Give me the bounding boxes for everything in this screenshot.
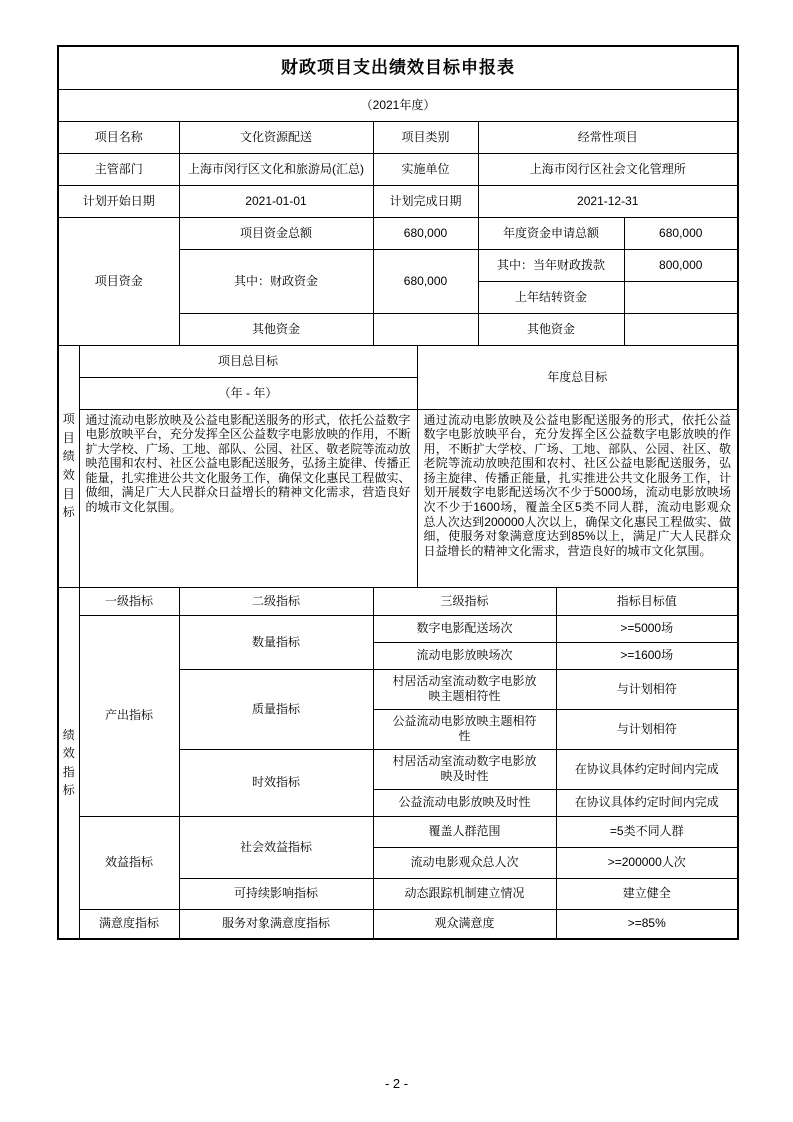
indicator-level2-cell: 服务对象满意度指标 (179, 909, 373, 939)
indicator-header-level2: 二级指标 (179, 587, 373, 615)
performance-target-form (57, 45, 739, 940)
indicator-target-cell: 与计划相符 (556, 669, 738, 709)
funds-total-value: 680,000 (373, 217, 478, 249)
end-date-value: 2021-12-31 (478, 185, 738, 217)
indicator-header-level1: 一级指标 (79, 587, 179, 615)
funds-alloc-value: 800,000 (624, 249, 738, 281)
unit-value: 上海市闵行区社会文化管理所 (478, 153, 738, 185)
goals-section-label (58, 345, 79, 587)
indicator-level3-cell: 公益流动电影放映主题相符性 (373, 709, 556, 749)
indicator-level3-cell: 公益流动电影放映及时性 (373, 789, 556, 816)
project-name-value: 文化资源配送 (179, 121, 373, 153)
indicator-row (58, 816, 738, 847)
indicator-level2-cell: 社会效益指标 (179, 816, 373, 878)
indicator-level2-cell: 时效指标 (179, 749, 373, 816)
indicator-level3-cell: 村居活动室流动数字电影放映及时性 (373, 749, 556, 789)
page-number: - 2 - (384, 1076, 409, 1091)
indicators-section-label (58, 587, 79, 939)
project-type-label: 项目类别 (373, 121, 478, 153)
indicator-target-cell: 在协议具体约定时间内完成 (556, 789, 738, 816)
indicator-level1-cell: 满意度指标 (79, 909, 179, 939)
total-goal-label: 项目总目标 (79, 345, 417, 377)
end-date-label: 计划完成日期 (373, 185, 478, 217)
indicator-target-cell: >=1600场 (556, 642, 738, 669)
indicator-row (58, 909, 738, 939)
indicator-level3-cell: 流动电影放映场次 (373, 642, 556, 669)
dept-value: 上海市闵行区文化和旅游局(汇总) (179, 153, 373, 185)
funds-other-left-value (373, 313, 478, 345)
indicator-level2-cell: 数量指标 (179, 615, 373, 669)
indicator-target-cell: >=200000人次 (556, 847, 738, 878)
indicator-level1-cell: 效益指标 (79, 816, 179, 909)
indicators-section-vertical-text: 绩效指标 (62, 727, 75, 798)
funds-total-label: 项目资金总额 (179, 217, 373, 249)
indicator-row (58, 615, 738, 642)
indicator-level2-cell: 质量指标 (179, 669, 373, 749)
goals-section-vertical-text: 项目绩效目标 (62, 412, 75, 520)
funds-other-left-label: 其他资金 (179, 313, 373, 345)
indicator-level3-cell: 观众满意度 (373, 909, 556, 939)
funds-annual-value: 680,000 (624, 217, 738, 249)
indicator-level3-cell: 覆盖人群范围 (373, 816, 556, 847)
indicator-level3-cell: 流动电影观众总人次 (373, 847, 556, 878)
start-date-value: 2021-01-01 (179, 185, 373, 217)
funds-carryover-label: 上年结转资金 (478, 281, 624, 313)
funds-carryover-value (624, 281, 738, 313)
indicator-target-cell: 与计划相符 (556, 709, 738, 749)
annual-goal-text: 通过流动电影放映及公益电影配送服务的形式，依托公益数字电影放映平台，充分发挥全区公益数字电影放映的作用，不断扩大学校、广场、工地、部队、公园、社区、敬老院等流动放映范围和农村、社区公益电影配送服务，弘扬主旋律、传播正能量，扎实推进公共文化服务工作，计划开展数字电影配送场次不少于5000场，流动电影放映场次不少于1600场，覆盖全区5类不同人群，流动电影观众总人次达到200000人次以上，确保文化惠民工程做实、做细，使服务对象满意度达到85%以上，满足广大人民群众日益增长的精神文化需求，营造良好的城市文化氛围。 (417, 409, 738, 587)
indicator-target-cell: >=5000场 (556, 615, 738, 642)
funds-fiscal-value: 680,000 (373, 249, 478, 313)
indicator-target-cell: =5类不同人群 (556, 816, 738, 847)
indicator-header-target: 指标目标值 (556, 587, 738, 615)
indicator-header-level3: 三级指标 (373, 587, 556, 615)
dept-label: 主管部门 (58, 153, 179, 185)
funds-section-label: 项目资金 (58, 217, 179, 345)
project-name-label: 项目名称 (58, 121, 179, 153)
annual-goal-label: 年度总目标 (417, 345, 738, 409)
unit-label: 实施单位 (373, 153, 478, 185)
funds-annual-label: 年度资金申请总额 (478, 217, 624, 249)
total-goal-text: 通过流动电影放映及公益电影配送服务的形式，依托公益数字电影放映平台，充分发挥全区公益数字电影放映的作用，不断扩大学校、广场、工地、部队、公园、社区、敬老院等流动放映范围和农村、社区公益电影配送服务，弘扬主旋律、传播正能量，扎实推进公共文化服务工作，确保文化惠民工程做实、做细，满足广大人民群众日益增长的精神文化需求，营造良好的城市文化氛围。 (79, 409, 417, 587)
indicator-level3-cell: 数字电影配送场次 (373, 615, 556, 642)
form-year: （2021年度） (58, 89, 738, 121)
indicator-level2-cell: 可持续影响指标 (179, 878, 373, 909)
indicator-target-cell: >=85% (556, 909, 738, 939)
start-date-label: 计划开始日期 (58, 185, 179, 217)
indicator-target-cell: 在协议具体约定时间内完成 (556, 749, 738, 789)
total-goal-years: （年 - 年） (79, 377, 417, 409)
indicator-level3-cell: 动态跟踪机制建立情况 (373, 878, 556, 909)
project-type-value: 经常性项目 (478, 121, 738, 153)
indicator-level1-cell: 产出指标 (79, 615, 179, 816)
funds-fiscal-label: 其中：财政资金 (179, 249, 373, 313)
funds-other-right-label: 其他资金 (478, 313, 624, 345)
form-title: 财政项目支出绩效目标申报表 (58, 46, 738, 89)
indicator-target-cell: 建立健全 (556, 878, 738, 909)
funds-other-right-value (624, 313, 738, 345)
funds-alloc-label: 其中：当年财政拨款 (478, 249, 624, 281)
indicator-level3-cell: 村居活动室流动数字电影放映主题相符性 (373, 669, 556, 709)
